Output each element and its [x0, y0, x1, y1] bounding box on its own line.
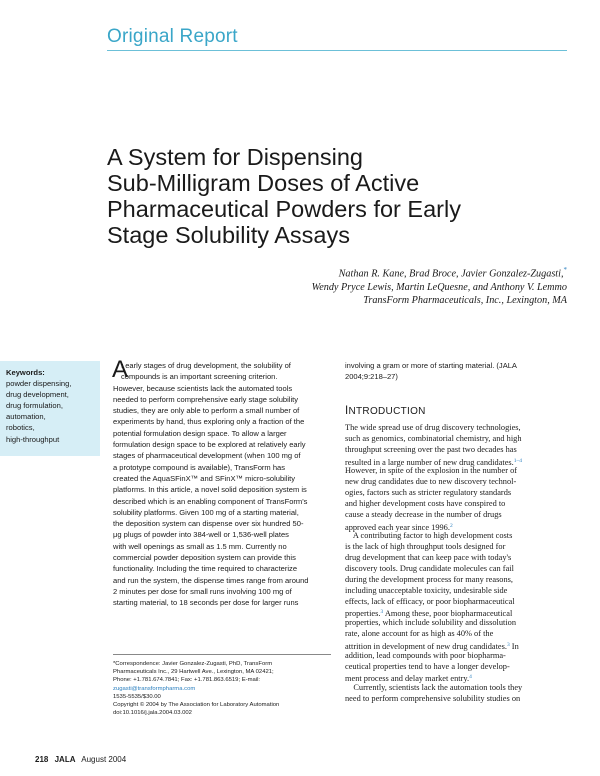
- intro-line: [345, 672, 567, 683]
- intro-text: during the development process for many reasons,: [345, 574, 513, 584]
- abstract-line: needed to perform comprehensive early stage solubility: [113, 394, 298, 404]
- intro-text: new drug candidates due to new discovery technol-: [345, 477, 517, 487]
- abstract-line: potential formulation design space. To allow a larger: [113, 428, 287, 438]
- abstract-line: created the AquaSFinX™ and SFinX™ micro-solubility: [113, 473, 296, 483]
- intro-text: ment process and delay market entry.: [345, 674, 470, 684]
- intro-line: [345, 466, 567, 477]
- abstract-line: commercial powder deposition system can provide this: [113, 553, 296, 563]
- intro-text: properties.: [345, 609, 381, 619]
- intro-line: [345, 477, 567, 488]
- abstract-line: compounds is an important screening criterion.: [121, 372, 278, 382]
- intro-line: [345, 694, 567, 705]
- abstract-line: t early stages of drug development, the solubility of: [121, 361, 291, 370]
- intro-text: The wide spread use of drug discovery technologies,: [345, 423, 521, 432]
- citation-ref[interactable]: 3: [380, 609, 384, 616]
- page-footer: [35, 755, 126, 764]
- intro-text: properties, which include solubility and dissolution: [345, 618, 517, 628]
- abstract-line: However, because scientists lack the automated tools: [113, 383, 293, 393]
- keyword-item: automation,: [6, 412, 46, 422]
- author-list: [107, 264, 567, 308]
- abstract-line: 2004;9:218–27): [345, 372, 398, 382]
- intro-text: discovery tools. Drug candidate molecules can fail: [345, 563, 514, 573]
- intro-text: throughput screening over the past two decades has: [345, 444, 517, 454]
- title-line: Stage Solubility Assays: [107, 222, 350, 248]
- intro-text: addition, lead compounds with poor biopharma-: [345, 650, 506, 660]
- intro-text: approved each year since 1996.: [345, 522, 450, 532]
- issue-date: August 2004: [81, 755, 127, 764]
- abstract-line: a prototype compound is available), TransForm has: [113, 462, 285, 472]
- intro-text: Currently, scientists lack the automation tools they: [345, 683, 523, 693]
- heading-initial: I: [345, 405, 349, 417]
- keyword-item: drug development,: [6, 390, 69, 400]
- abstract-line: with well openings as small as 1.5 mm. Currently no: [113, 541, 287, 551]
- page-number: 218: [35, 755, 49, 764]
- correspondence-marker[interactable]: *: [563, 266, 567, 274]
- intro-text: such as genomics, combinatorial chemistry, and high: [345, 433, 522, 443]
- intro-text: However, in spite of the explosion in the number of: [345, 466, 518, 476]
- abstract-line: formulation design space to be explored at relatively early: [113, 440, 306, 450]
- intro-line: [345, 597, 567, 608]
- intro-text: need to perform comprehensive solubility studies on: [345, 694, 521, 704]
- intro-line: [345, 607, 567, 618]
- intro-text: ceutical properties tend to have a longer develop-: [345, 661, 510, 671]
- intro-line: [345, 531, 567, 542]
- abstract: [112, 356, 331, 609]
- intro-line: [345, 586, 567, 597]
- email-link[interactable]: zugasti@transformpharma.com: [113, 685, 196, 692]
- intro-text: and higher development costs have conspired to: [345, 498, 506, 508]
- citation-ref[interactable]: 3: [506, 641, 510, 648]
- intro-line: [345, 456, 567, 467]
- intro-line: [345, 423, 567, 434]
- intro-line: [345, 629, 567, 640]
- title-line: Pharmaceutical Powders for Early: [107, 196, 461, 222]
- correspondence-line: Pharmaceuticals Inc., 29 Hartwell Ave., Lexington, MA 02421;: [113, 669, 274, 676]
- footnote-rule: [113, 654, 331, 655]
- intro-line: [345, 662, 567, 673]
- correspondence-line: Phone: +1.781.674.7841; Fax: +1.781.863.6519; E-mail:: [113, 677, 261, 684]
- intro-text: rate, alone account for as high as 40% of the: [345, 629, 494, 639]
- authors-line-1: Nathan R. Kane, Brad Broce, Javier Gonzalez-Zugasti,: [338, 268, 564, 280]
- correspondence-line: *Correspondence: Javier Gonzalez-Zugasti, PhD, TransForm: [113, 661, 273, 667]
- abstract-line: 2 minutes per dose for small runs involving 100 mg of: [113, 586, 292, 596]
- journal-name: JALA: [54, 755, 76, 764]
- intro-text: is the lack of high throughput tools designed for: [345, 542, 506, 552]
- intro-text: attrition in development of new drug candidates.: [345, 641, 507, 651]
- intro-line: [345, 510, 567, 521]
- citation-ref[interactable]: 4: [469, 674, 472, 681]
- intro-line: [345, 488, 567, 499]
- intro-line: [345, 640, 567, 651]
- intro-line: [345, 683, 567, 694]
- article-title: [107, 144, 567, 248]
- issn-line: 1535-5535/$30.00: [113, 693, 161, 700]
- introduction-heading: [345, 405, 426, 417]
- intro-line: [345, 434, 567, 445]
- abstract-line: starting material, to 18 seconds per dose for larger runs: [113, 598, 299, 608]
- intro-line: [345, 499, 567, 510]
- intro-line: [345, 445, 567, 456]
- copyright-line: Copyright © 2004 by The Association for Laboratory Automation: [113, 701, 280, 708]
- abstract-line: described which is an enabling component of TransForm's: [113, 496, 308, 506]
- abstract-line: studies, they are only able to perform a small number of: [113, 406, 300, 416]
- title-line: A System for Dispensing: [107, 144, 363, 170]
- abstract-line: solubility platforms. Given 100 mg of a starting material,: [113, 507, 299, 517]
- keyword-item: robotics,: [6, 423, 35, 433]
- intro-line: [345, 618, 567, 629]
- title-line: Sub-Milligram Doses of Active: [107, 170, 420, 196]
- keywords-heading: Keywords:: [6, 368, 45, 377]
- intro-line: [345, 564, 567, 575]
- abstract-line: and run the system, the dispense times range from around: [113, 575, 309, 585]
- keywords: [6, 367, 102, 445]
- intro-text: drug development that can keep pace with today's: [345, 553, 512, 563]
- abstract-line: the deposition system can dispense over six hundred 50-: [113, 519, 304, 529]
- citation-ref[interactable]: 2: [449, 522, 453, 529]
- heading-rest: NTRODUCTION: [348, 406, 426, 417]
- intro-text: Among these, poor biopharmaceutical: [383, 609, 513, 619]
- keyword-item: drug formulation,: [6, 401, 63, 411]
- drop-cap: A: [112, 356, 129, 383]
- citation-ref[interactable]: 1–4: [513, 457, 522, 464]
- intro-text: In: [509, 641, 519, 651]
- intro-text: cause a steady decrease in the number of drugs: [345, 509, 502, 519]
- correspondence-footnote: [113, 660, 331, 717]
- intro-line: [345, 542, 567, 553]
- abstract-line: platforms. In this article, a novel solid deposition system is: [113, 485, 307, 495]
- intro-line: [345, 575, 567, 586]
- intro-line: [345, 521, 567, 532]
- abstract-line: μg plugs of powder into 384-well or 1,536-well plates: [113, 530, 289, 540]
- abstract-continuation: [345, 360, 567, 383]
- intro-line: [345, 651, 567, 662]
- authors-line-2: Wendy Pryce Lewis, Martin LeQuesne, and Anthony V. Lemmo: [311, 281, 567, 293]
- abstract-line: experiments by hand, thus exploring only a fraction of the: [113, 417, 305, 427]
- section-label: Original Report: [107, 26, 238, 47]
- intro-text: including unacceptable toxicity, undesirable side: [345, 585, 508, 595]
- abstract-line: functionality. Including the time required to characterize: [113, 564, 298, 574]
- abstract-line: involving a gram or more of starting material. (JALA: [345, 361, 517, 370]
- affiliation: TransForm Pharmaceuticals, Inc., Lexington, MA: [363, 295, 567, 307]
- intro-line: [345, 553, 567, 564]
- intro-text: effects, lack of efficacy, or poor biopharmaceutical: [345, 596, 515, 606]
- intro-text: resulted in a large number of new drug candidates.: [345, 457, 514, 467]
- header-rule: [107, 50, 567, 51]
- abstract-line: stages of pharmaceutical development (when 100 mg of: [113, 451, 301, 461]
- introduction-body: [345, 423, 567, 705]
- intro-text: A contributing factor to high development costs: [345, 531, 513, 541]
- keyword-item: powder dispensing,: [6, 379, 72, 389]
- intro-text: ogies, factors such as stricter regulatory standards: [345, 488, 512, 498]
- keyword-item: high-throughput: [6, 434, 60, 444]
- doi-line: doi:10.1016/j.jala.2004.03.002: [113, 710, 192, 717]
